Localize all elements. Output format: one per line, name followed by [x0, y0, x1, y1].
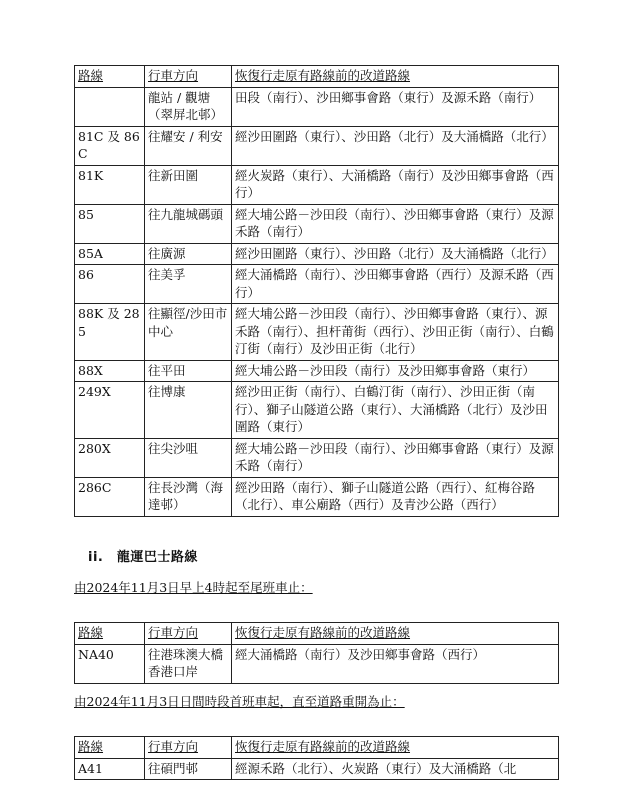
table-row [75, 204, 559, 243]
header-diversion: 恢復行走原有路線前的改道路線 [232, 737, 559, 759]
diversion-cell: 經沙田正街（南行）、白鶴汀街（南行）、沙田正街（南行）、獅子山隧道公路（東行）、大涌橋路（北行）及沙田圍路（東行） [232, 382, 559, 439]
header-route: 路線 [75, 623, 145, 645]
direction-cell: 往新田圍 [145, 165, 232, 204]
table-row [75, 304, 559, 361]
route-cell: 85 [75, 204, 145, 243]
diversion-cell: 經大埔公路－沙田段（南行）、沙田鄉事會路（東行）、源禾路（南行）、担杆莆街（西行）、沙田正街（南行）、白鶴汀街（南行）及沙田正街（北行） [232, 304, 559, 361]
diversion-cell: 經沙田圍路（東行）、沙田路（北行）及大涌橋路（北行） [232, 243, 559, 265]
route-cell: 85A [75, 243, 145, 265]
direction-cell: 往博康 [145, 382, 232, 439]
header-diversion: 恢復行走原有路線前的改道路線 [232, 623, 559, 645]
route-cell [75, 87, 145, 126]
table-header-row [75, 623, 559, 645]
route-cell: A41 [75, 758, 145, 780]
table-header-row [75, 737, 559, 759]
diversion-cell: 經源禾路（北行）、火炭路（東行）及大涌橋路（北 [232, 758, 559, 780]
table-row [75, 360, 559, 382]
direction-cell: 往平田 [145, 360, 232, 382]
section-heading: ii. 龍運巴士路線 [88, 550, 198, 565]
effective-date-note: 由2024年11月3日早上4時起至尾班車止： [74, 580, 313, 595]
direction-cell: 往碩門邨 [145, 758, 232, 780]
header-route: 路線 [75, 737, 145, 759]
diversion-cell: 經大涌橋路（南行）、沙田鄉事會路（西行）及源禾路（西行） [232, 265, 559, 304]
direction-cell: 往廣源 [145, 243, 232, 265]
table-row [75, 126, 559, 165]
direction-cell: 往九龍城碼頭 [145, 204, 232, 243]
diversion-cell: 經沙田路（南行）、獅子山隧道公路（西行）、紅梅谷路（北行）、車公廟路（西行）及青沙公路（西行） [232, 477, 559, 516]
direction-cell: 往港珠澳大橋香港口岸 [145, 644, 232, 683]
diversion-cell: 經火炭路（東行）、大涌橋路（南行）及沙田鄉事會路（西行） [232, 165, 559, 204]
direction-cell: 龍站 / 觀塘（翠屏北邨） [145, 87, 232, 126]
route-cell: 280X [75, 438, 145, 477]
direction-cell: 往顯徑/沙田市中心 [145, 304, 232, 361]
diversion-cell: 經大埔公路－沙田段（南行）、沙田鄉事會路（東行）及源禾路（南行） [232, 438, 559, 477]
table-row [75, 165, 559, 204]
diversion-cell: 經大埔公路－沙田段（南行）及沙田鄉事會路（東行） [232, 360, 559, 382]
diversion-cell: 田段（南行）、沙田鄉事會路（東行）及源禾路（南行） [232, 87, 559, 126]
header-diversion: 恢復行走原有路線前的改道路線 [232, 66, 559, 88]
route-cell: 86 [75, 265, 145, 304]
diversion-cell: 經大埔公路－沙田段（南行）、沙田鄉事會路（東行）及源禾路（南行） [232, 204, 559, 243]
direction-cell: 往耀安 / 利安 [145, 126, 232, 165]
table-header-row [75, 66, 559, 88]
header-direction: 行車方向 [145, 66, 232, 88]
table-row [75, 644, 559, 683]
route-cell: 81C 及 86C [75, 126, 145, 165]
route-cell: NA40 [75, 644, 145, 683]
bus-diversion-table [74, 65, 559, 517]
table-row [75, 477, 559, 516]
effective-date-note: 由2024年11月3日日間時段首班車起，直至道路重開為止： [74, 694, 405, 709]
route-cell: 286C [75, 477, 145, 516]
diversion-cell: 經大涌橋路（南行）及沙田鄉事會路（西行） [232, 644, 559, 683]
table-row [75, 758, 559, 780]
header-route: 路線 [75, 66, 145, 88]
long-win-route-table [74, 622, 559, 684]
route-cell: 249X [75, 382, 145, 439]
route-cell: 88K 及 285 [75, 304, 145, 361]
direction-cell: 往尖沙咀 [145, 438, 232, 477]
long-win-daytime-route-table [74, 736, 559, 780]
route-cell: 88X [75, 360, 145, 382]
direction-cell: 往長沙灣（海達邨） [145, 477, 232, 516]
table-row [75, 382, 559, 439]
table-row [75, 265, 559, 304]
header-direction: 行車方向 [145, 737, 232, 759]
header-direction: 行車方向 [145, 623, 232, 645]
direction-cell: 往美孚 [145, 265, 232, 304]
table-row [75, 87, 559, 126]
diversion-cell: 經沙田圍路（東行）、沙田路（北行）及大涌橋路（北行） [232, 126, 559, 165]
route-cell: 81K [75, 165, 145, 204]
table-row [75, 243, 559, 265]
table-row [75, 438, 559, 477]
